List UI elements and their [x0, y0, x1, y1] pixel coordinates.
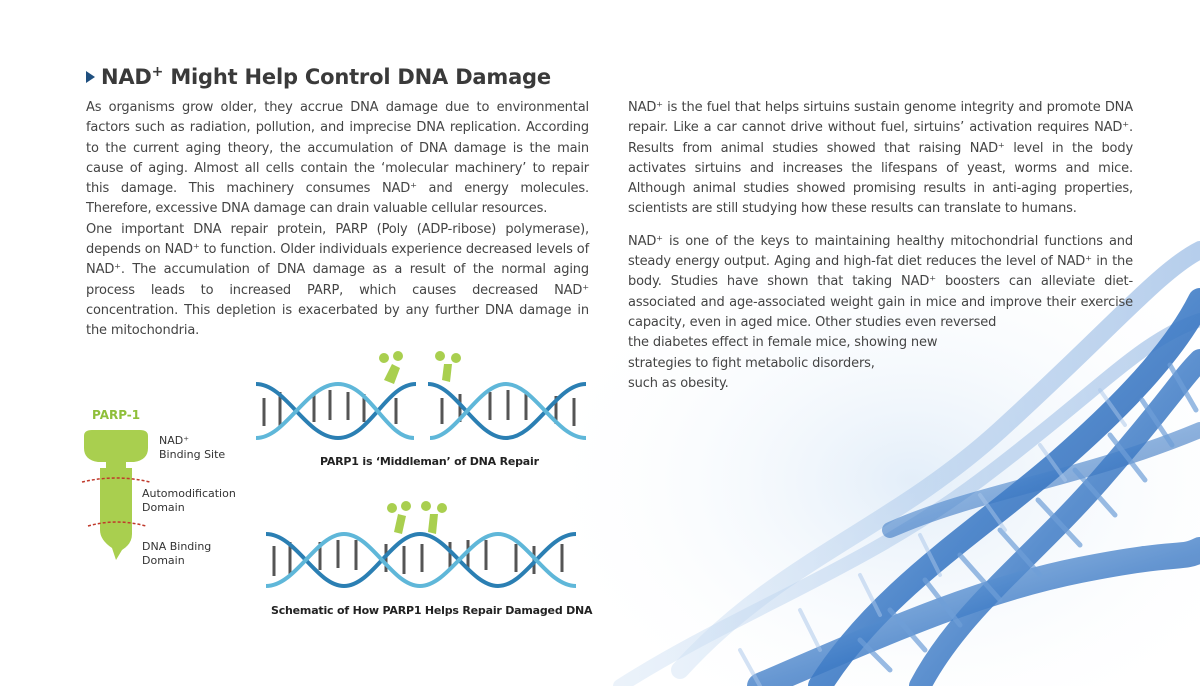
triangle-bullet-icon [86, 71, 95, 83]
left-column [86, 98, 589, 342]
caption-bottom: Schematic of How PARP1 Helps Repair Damaged DNA [271, 604, 593, 617]
right-paragraph-2: NAD⁺ is one of the keys to maintaining healthy mitochondrial functions and steady energy output. Aging and high-fat diet reduces the level of NAD⁺ in the body. Studies have shown that taking NAD⁺ boosters can alleviate diet-associated and age-associated weight gain in mice and improve their exercise capacity, even in aged mice. Other studies even reversed [628, 233, 1133, 330]
parp-title: PARP-1 [92, 408, 141, 422]
heading-title: NAD+ Might Help Control DNA Damage [101, 64, 551, 89]
section-heading [86, 64, 551, 89]
right-paragraph-2-line-c: such as obesity. [628, 375, 729, 391]
caption-top: PARP1 is ‘Middleman’ of DNA Repair [320, 455, 539, 468]
right-paragraph-2-line-a: the diabetes effect in female mice, showing new [628, 335, 938, 351]
automodification-domain-label: Automodification Domain [142, 487, 236, 514]
left-paragraph-2: One important DNA repair protein, PARP (Poly (ADP-ribose) polymerase), depends on NAD⁺ to function. Older individuals experience decreased levels of NAD⁺. The accumulation of DNA damage as a result of the normal aging process leads to increased PARP, which causes decreased NAD⁺ concentration. This depletion is exacerbated by any further DNA damage in the mitochondria. [86, 221, 589, 339]
dna-repair-diagram [266, 498, 576, 594]
right-paragraph-2-line-b: strategies to fight metabolic disorders, [628, 355, 875, 371]
left-paragraph-1: As organisms grow older, they accrue DNA damage due to environmental factors such as radiation, pollution, and imprecise DNA replication. According to the current aging theory, the accumulation of DNA damage is the main cause of aging. Almost all cells contain the ‘molecular machinery’ to repair this damage. This machinery consumes NAD⁺ and energy molecules. Therefore, excessive DNA damage can drain valuable cellular resources. [86, 100, 589, 217]
dna-break-diagram [256, 350, 586, 446]
right-paragraph-1: NAD⁺ is the fuel that helps sirtuins sustain genome integrity and promote DNA repair. Like a car cannot drive without fuel, sirtuins’ activation requires NAD⁺. Results from animal studies showed that raising NAD⁺ level in the body activates sirtuins and increases the lifespans of yeast, worms and mice. Although animal studies showed promising results in anti-aging properties, scientists are still studying how these results can translate to humans. [628, 100, 1133, 217]
dna-binding-domain-label: DNA Binding Domain [142, 540, 212, 567]
right-column [628, 98, 1133, 394]
nad-binding-site-label: NAD⁺ Binding Site [159, 434, 226, 461]
